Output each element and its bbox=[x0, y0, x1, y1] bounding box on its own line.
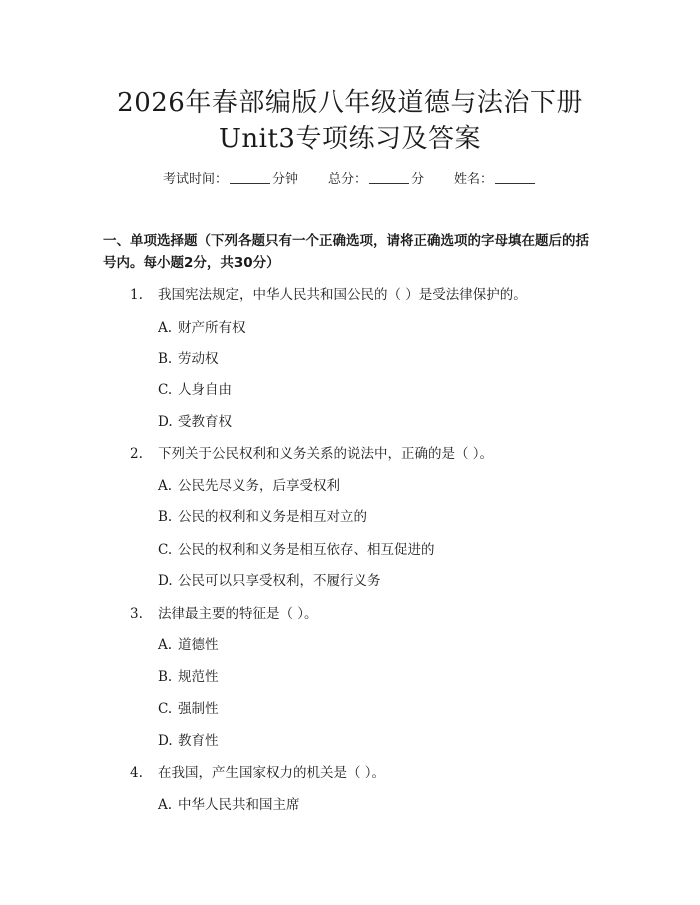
total-score-field bbox=[328, 168, 424, 187]
question-text: 法律最主要的特征是（ ）。 bbox=[158, 606, 318, 622]
option-3d bbox=[158, 729, 219, 749]
total-score-blank bbox=[369, 171, 409, 184]
option-text: 强制性 bbox=[178, 701, 219, 717]
option-text: 规范性 bbox=[178, 669, 219, 685]
option-text: 公民的权利和义务是相互对立的 bbox=[178, 509, 367, 525]
option-text: 中华人民共和国主席 bbox=[178, 797, 300, 813]
exam-time-field bbox=[163, 168, 298, 187]
exam-time-unit: 分钟 bbox=[271, 172, 298, 187]
option-1b bbox=[158, 347, 219, 367]
question-text: 在我国，产生国家权力的机关是（ ）。 bbox=[158, 765, 386, 781]
document-title-line2: Unit3专项练习及答案 bbox=[219, 124, 481, 154]
option-text: 人身自由 bbox=[178, 382, 232, 398]
name-label: 姓名： bbox=[454, 172, 494, 187]
document-title-line1: 2026年春部编版八年级道德与法治下册 bbox=[117, 88, 583, 118]
option-text: 道德性 bbox=[178, 637, 219, 653]
total-score-unit: 分 bbox=[411, 172, 425, 187]
option-1a bbox=[158, 316, 246, 336]
question-number: 1. bbox=[130, 287, 143, 303]
option-text: 公民的权利和义务是相互依存、相互促进的 bbox=[178, 542, 435, 558]
option-text: 公民可以只享受权利，不履行义务 bbox=[178, 573, 381, 589]
option-3b bbox=[158, 665, 219, 685]
question-text: 下列关于公民权利和义务关系的说法中，正确的是（ ）。 bbox=[158, 446, 494, 462]
exam-time-blank bbox=[230, 171, 270, 184]
option-letter: C. bbox=[158, 542, 173, 558]
option-text: 公民先尽义务，后享受权利 bbox=[178, 478, 340, 494]
option-letter: B. bbox=[158, 509, 173, 525]
option-text: 劳动权 bbox=[178, 351, 219, 367]
option-letter: A. bbox=[158, 797, 173, 813]
question-text: 我国宪法规定，中华人民共和国公民的（ ）是受法律保护的。 bbox=[158, 287, 527, 303]
option-letter: D. bbox=[158, 573, 173, 589]
exam-meta-row bbox=[0, 168, 700, 187]
option-letter: C. bbox=[158, 382, 173, 398]
option-2d bbox=[158, 569, 381, 589]
option-1c bbox=[158, 378, 232, 398]
option-2a bbox=[158, 474, 340, 494]
question-number: 4. bbox=[130, 765, 143, 781]
name-field bbox=[454, 168, 537, 187]
option-1d bbox=[158, 410, 232, 430]
name-blank bbox=[495, 171, 535, 184]
option-2b bbox=[158, 505, 367, 525]
question-number: 3. bbox=[130, 606, 143, 622]
total-score-label: 总分： bbox=[327, 172, 367, 187]
option-letter: B. bbox=[158, 351, 173, 367]
option-letter: A. bbox=[158, 478, 173, 494]
option-text: 教育性 bbox=[178, 733, 219, 749]
option-4a bbox=[158, 793, 300, 813]
option-letter: D. bbox=[158, 414, 173, 430]
option-3c bbox=[158, 697, 219, 717]
option-letter: B. bbox=[158, 669, 173, 685]
option-letter: C. bbox=[158, 701, 173, 717]
question-number: 2. bbox=[130, 446, 143, 462]
question-1 bbox=[130, 283, 527, 303]
exam-time-label: 考试时间： bbox=[162, 172, 228, 187]
question-2 bbox=[130, 442, 493, 462]
option-letter: D. bbox=[158, 733, 173, 749]
option-letter: A. bbox=[158, 637, 173, 653]
section-heading: 一、单项选择题（下列各题只有一个正确选项，请将正确选项的字母填在题后的括号内。每小题2分，共30分） bbox=[103, 233, 589, 271]
question-3 bbox=[130, 602, 318, 622]
option-3a bbox=[158, 633, 219, 653]
option-letter: A. bbox=[158, 320, 173, 336]
question-4 bbox=[130, 761, 385, 781]
option-text: 受教育权 bbox=[178, 414, 232, 430]
option-2c bbox=[158, 538, 435, 558]
option-text: 财产所有权 bbox=[178, 320, 246, 336]
